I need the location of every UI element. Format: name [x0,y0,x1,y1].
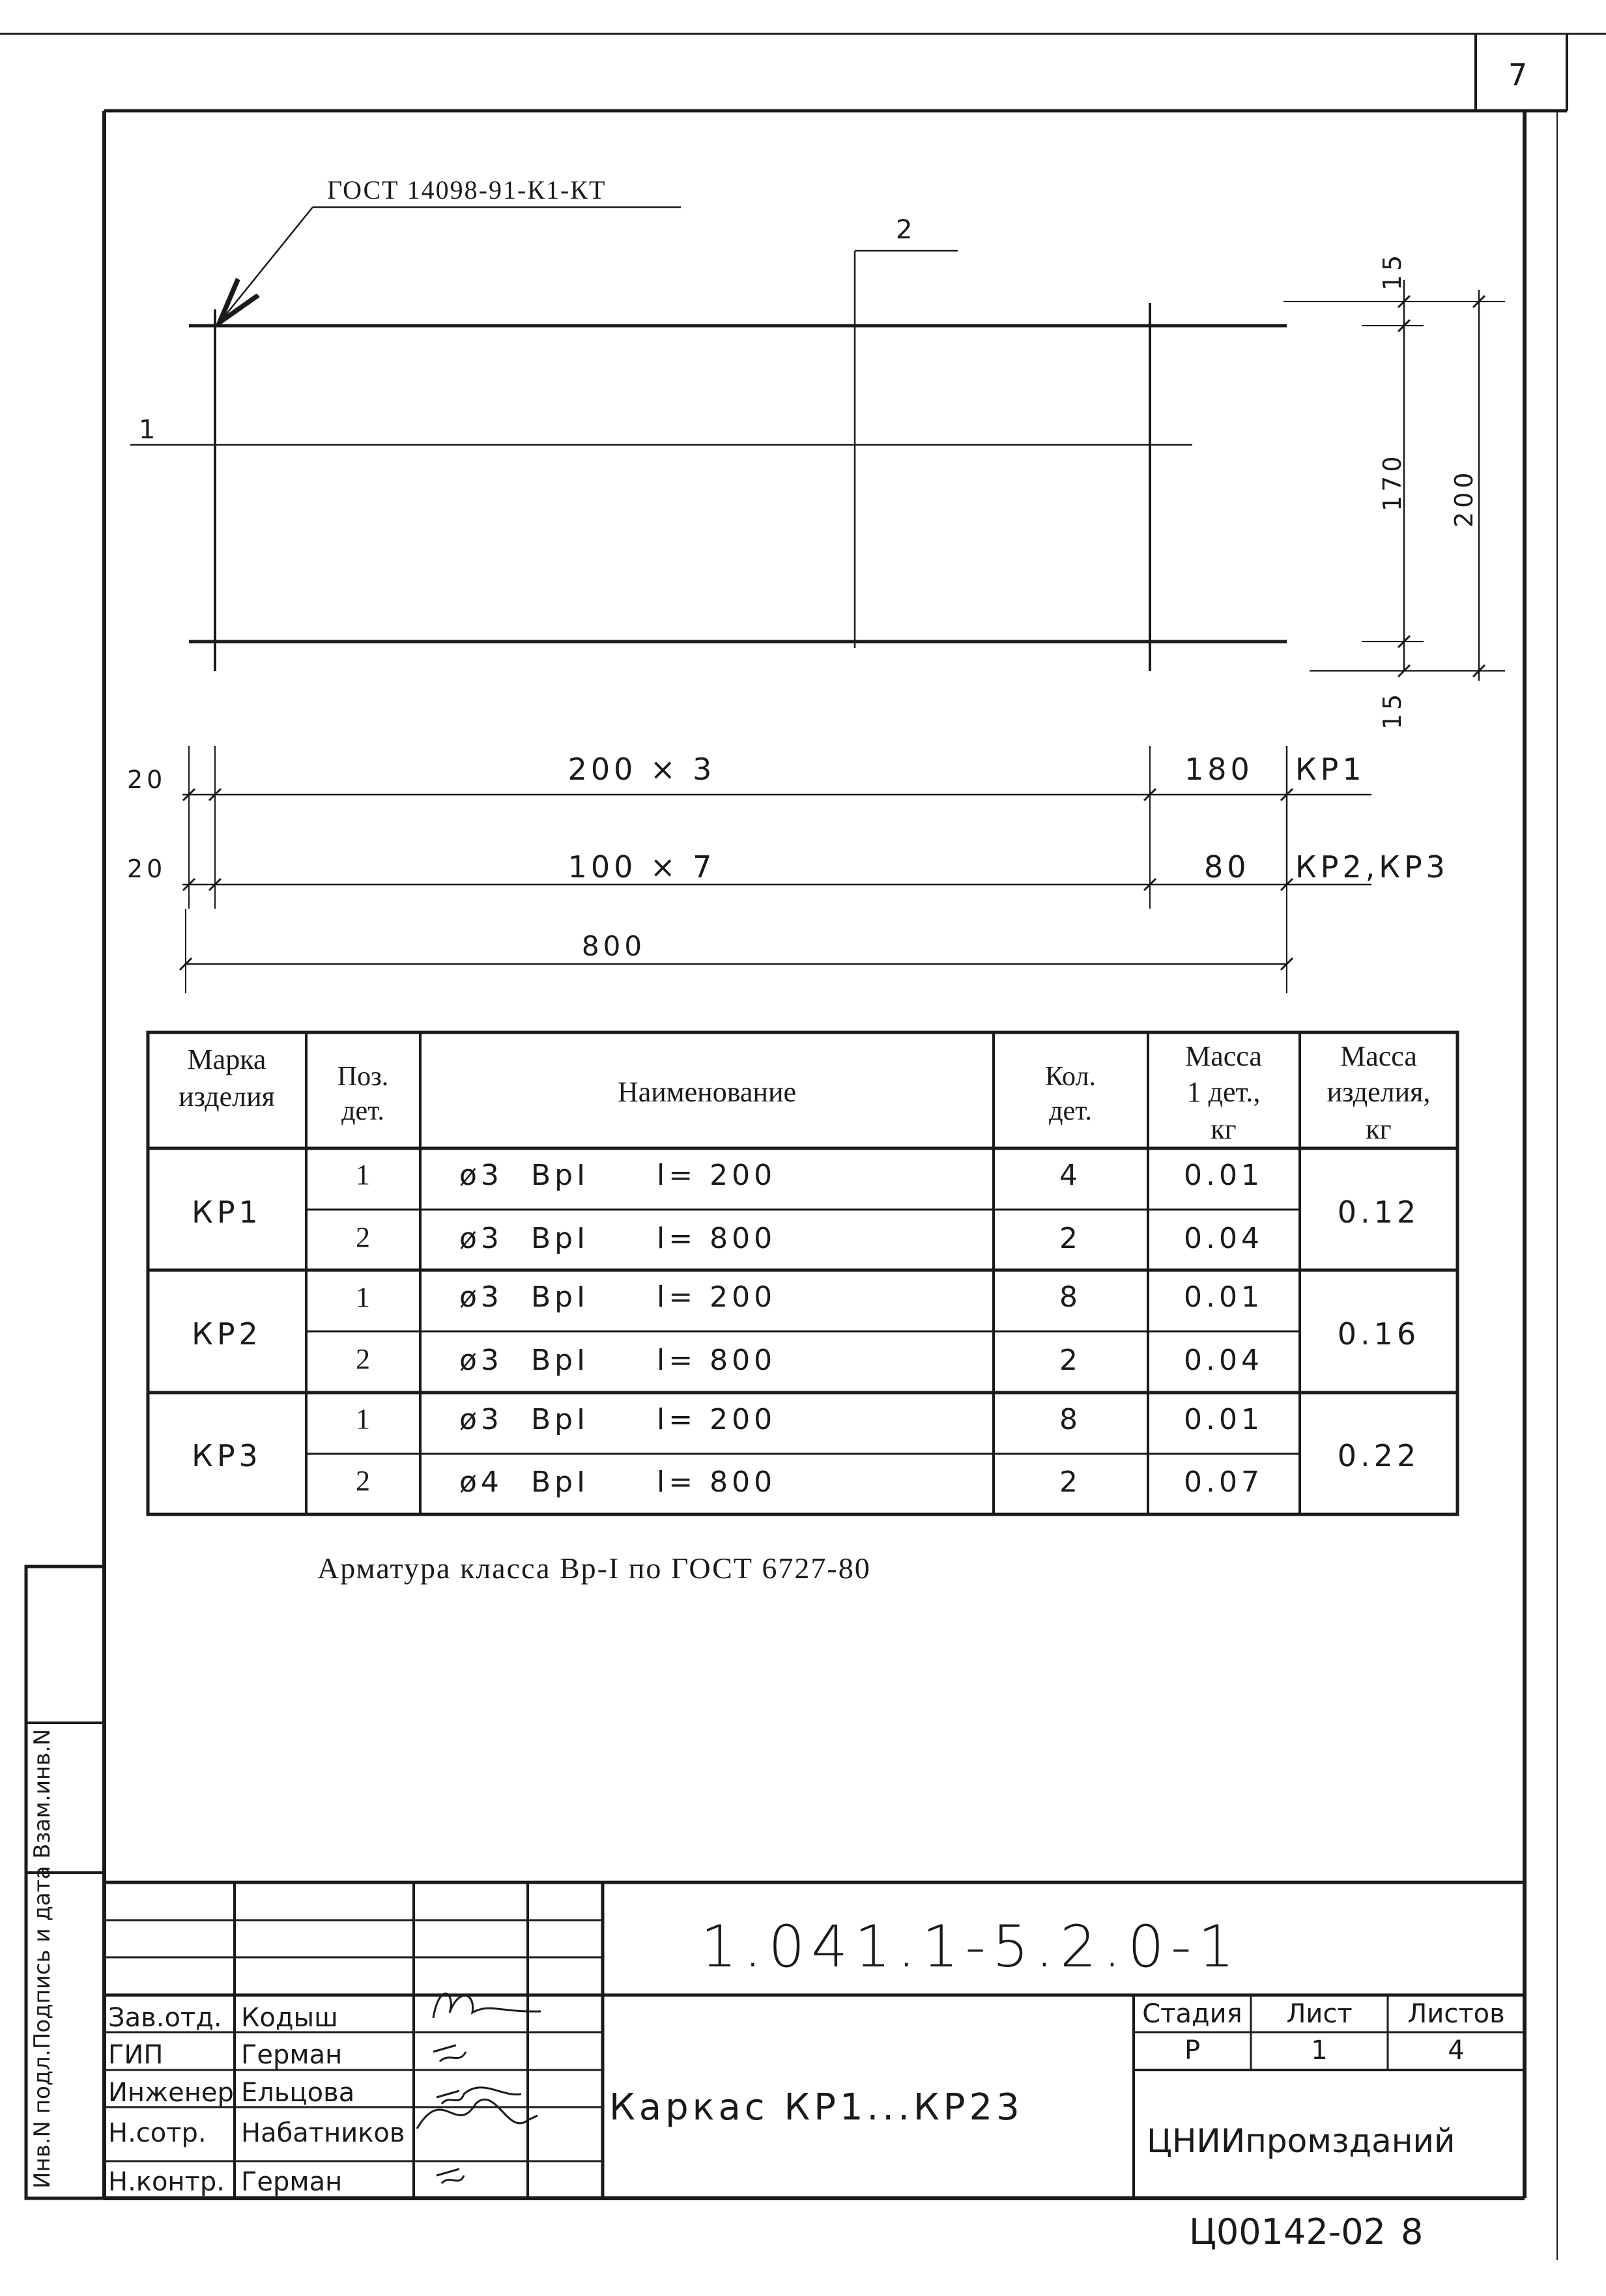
row-qty: 4 [1059,1159,1082,1192]
signer-role: Н.контр. [108,2167,225,2197]
group-mark: КР1 [192,1195,262,1230]
signer-role: ГИП [108,2040,164,2070]
sheets-label: Листов [1407,1999,1505,2029]
dim-200: 200 [1450,468,1478,528]
side-stamp-label: Инв.N подл.Подпись и дата Взам.инв.N [29,1729,55,2189]
row-class: ВрI [531,1403,590,1436]
row-mass: 0.01 [1184,1159,1263,1192]
row-length: l= 200 [657,1159,777,1192]
header-qty-line1: Кол. [1045,1062,1096,1092]
row-class: ВрI [531,1466,590,1499]
dim-row1-mark: КР1 [1295,752,1366,787]
weld-callout: ГОСТ 14098-91-К1-КТ [327,175,607,205]
sheet-number: 7 [1508,57,1532,92]
signer-role: Инженер [108,2078,234,2108]
header-mass-total-line3: кг [1366,1113,1392,1145]
header-mass1-line1: Масса [1185,1040,1262,1072]
dim-row1-end: 180 [1184,752,1254,787]
group-mark: КР3 [192,1438,262,1473]
signer-role: Н.сотр. [108,2118,207,2148]
header-name: Наименование [617,1076,797,1108]
group-total-mass: 0.16 [1337,1316,1420,1352]
row-length: l= 800 [657,1222,777,1255]
dim-row2-edge: 20 [127,855,167,883]
row-diameter: ø3 [459,1403,503,1436]
row-mass: 0.01 [1184,1403,1263,1436]
row-length: l= 200 [657,1403,777,1436]
row-class: ВрI [531,1281,590,1314]
signatures [417,1994,541,2183]
row-mass: 0.01 [1184,1281,1263,1314]
signer-name: Кодыш [241,2003,338,2033]
reinforcement-note: Арматура класса Вр-I по ГОСТ 6727-80 [317,1552,871,1585]
row-class: ВрI [531,1344,590,1377]
signer-role: Зав.отд. [108,2003,222,2033]
row-length: l= 800 [657,1344,777,1377]
signer-name: Герман [241,2040,343,2070]
row-length: l= 200 [657,1281,777,1314]
row-diameter: ø3 [459,1159,503,1192]
stage-label: Стадия [1142,1999,1242,2029]
group-mark: КР2 [192,1316,262,1352]
row-qty: 2 [1059,1466,1082,1499]
stage-value: Р [1184,2035,1201,2065]
row-qty: 2 [1059,1344,1082,1377]
row-diameter: ø3 [459,1344,503,1377]
dim-row2-end: 80 [1204,849,1250,885]
header-mass-total-line2: изделия, [1326,1076,1431,1108]
row-pos: 2 [356,1221,370,1253]
header-mass-total-line1: Масса [1340,1040,1417,1072]
archive-code: Ц00142-02 [1189,2211,1386,2252]
row-pos: 2 [356,1465,370,1497]
drawing-designation: 1.041.1-5.2.0-1 [700,1913,1241,1980]
row-pos: 2 [356,1343,370,1375]
row-mass: 0.04 [1184,1344,1263,1377]
header-mass1-line3: кг [1211,1113,1237,1145]
organization: ЦНИИпромзданий [1147,2122,1455,2160]
header-mark-line2: изделия [179,1081,275,1113]
row-pos: 1 [356,1403,370,1435]
row-pos: 1 [356,1159,370,1191]
row-class: ВрI [531,1222,590,1255]
signer-name: Герман [241,2167,343,2197]
signer-name: Набатников [241,2118,405,2148]
header-mark-line1: Марка [187,1043,266,1075]
row-qty: 8 [1059,1281,1082,1314]
dim-overall: 800 [581,930,646,962]
sheet-value: 1 [1311,2035,1328,2065]
dim-row2-span: 100 × 7 [567,849,716,885]
header-pos-line2: дет. [341,1096,384,1126]
group-total-mass: 0.22 [1337,1438,1420,1473]
dim-top-15: 15 [1378,251,1407,291]
archive-sheet: 8 [1401,2211,1424,2252]
row-class: ВрI [531,1159,590,1192]
drawing-title: Каркас КР1...КР23 [609,2086,1024,2129]
row-mass: 0.04 [1184,1222,1263,1255]
sheets-value: 4 [1448,2035,1465,2065]
row-diameter: ø3 [459,1281,503,1314]
dim-row1-edge: 20 [127,765,167,794]
header-qty-line2: дет. [1049,1096,1092,1126]
sheet-label: Лист [1286,1999,1353,2029]
row-diameter: ø4 [459,1466,503,1499]
dim-bottom-15: 15 [1378,690,1407,730]
row-diameter: ø3 [459,1222,503,1255]
position-label-1: 1 [139,415,160,445]
row-pos: 1 [356,1281,370,1313]
signer-name: Ельцова [241,2078,355,2108]
header-mass1-line2: 1 дет., [1186,1076,1261,1108]
row-qty: 2 [1059,1222,1082,1255]
dim-row2-mark: КР2,КР3 [1295,849,1449,885]
row-qty: 8 [1059,1403,1082,1436]
dim-row1-span: 200 × 3 [567,752,716,787]
dim-170: 170 [1378,452,1407,511]
row-length: l= 800 [657,1466,777,1499]
position-label-2: 2 [896,215,917,245]
group-total-mass: 0.12 [1337,1195,1420,1230]
row-mass: 0.07 [1184,1466,1263,1499]
header-pos-line1: Поз. [337,1062,389,1092]
